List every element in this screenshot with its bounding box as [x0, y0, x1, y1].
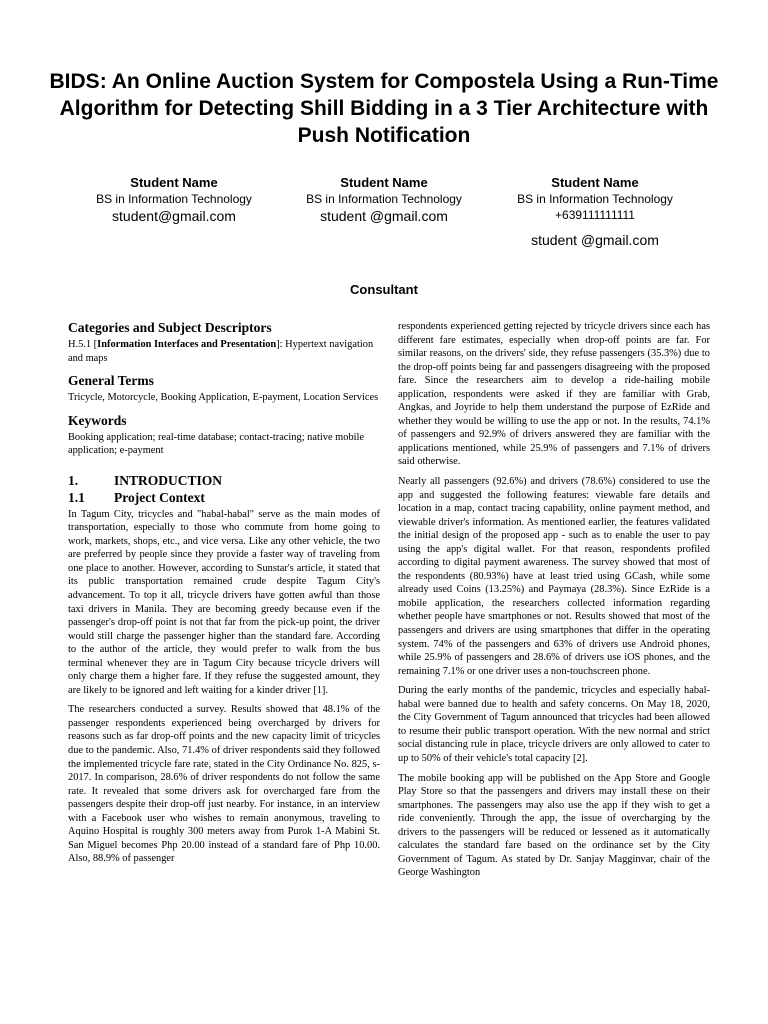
body-paragraph: respondents experienced getting rejected by tricycle drivers since each has different fare estimates, especially when drop-off points are far. For similar reasons, on the drivers' side, they refuse passengers (35.3%) due to the drop-off points being far and passengers disagreeing with the proposed fare. Since the researchers aim to develop a ride-hailing mobile application, respondents were asked if they are familiar with Grab, Angkas, and Joyride to help them understand the purpose of EzRide and whether they would be willing to use the app or not. In the results, 74.1% of passengers and 92.9% of drivers answered they are familiar with the applications mentioned, while 25.9% of passengers and 7.1% of drivers said otherwise.: [398, 321, 710, 468]
categories-heading: Categories and Subject Descriptors: [68, 320, 272, 335]
section-title: INTRODUCTION: [114, 472, 223, 488]
left-column: [68, 320, 380, 872]
general-terms-text: Tricycle, Motorcycle, Booking Application, E-payment, Location Services: [68, 392, 379, 404]
author-affiliation: BS in Information Technology: [96, 192, 252, 206]
section-heading-project-context: [68, 489, 380, 506]
author-block-2: [274, 174, 494, 225]
author-affiliation: BS in Information Technology: [517, 192, 673, 206]
section-number: 1.1: [68, 489, 85, 505]
right-column: [398, 320, 710, 886]
author-phone: +639111111111: [555, 208, 635, 222]
author-name: Student Name: [130, 175, 218, 190]
categories-rest: ]: Hypertext navigation and maps: [68, 339, 374, 364]
consultant-label: Consultant: [350, 282, 418, 297]
categories-code: H.5.1 [: [68, 339, 98, 350]
author-email: student @gmail.com: [531, 232, 659, 248]
categories-text: [68, 338, 380, 365]
author-email: student@gmail.com: [112, 208, 236, 224]
keywords-text: Booking application; real-time database; contact-tracing; native mobile application; e-payment: [68, 431, 365, 457]
categories-bold: Information Interfaces and Presentation: [97, 339, 277, 350]
paper-title: BIDS: An Online Auction System for Compostela Using a Run-Time Algorithm for Detecting Shill Bidding in a 3 Tier Architecture with Push Notification: [49, 70, 719, 147]
section-title: Project Context: [114, 489, 205, 505]
body-paragraph: In Tagum City, tricycles and "habal-habal" serve as the main modes of transportation, especially to those who commute from home going to work, markets, shops, etc., and vice versa. Like any other vehicle, the two are preferred by people since they provide a faster way of traveling from one place to another. However, according to Sunstar's article, it stated that its public transportation remained crude despite Tagum City's advancement. To top it all, tricycle drivers have gotten awful than those taxi drivers in Manila. They are becoming greedy because even if the passenger's drop-off point is not that far from the pick-up point, the driver would still charge the passenger higher than the standard fare. According to the author of the article, they would prefer to walk from the bus terminal whenever they are in Tagum City because tricycle drivers will only charge them a higher fare. If they refuse the suggested amount, they are likely to be ignored and left waiting for a kinder driver [1].: [68, 508, 380, 696]
author-affiliation: BS in Information Technology: [306, 192, 462, 206]
author-email: student @gmail.com: [320, 208, 448, 224]
section-number: 1.: [68, 472, 79, 488]
author-name: Student Name: [551, 175, 639, 190]
body-paragraph: The researchers conducted a survey. Results showed that 48.1% of the passenger respondents experienced being overcharged by drivers for reasons such as far drop-off points and the new capacity limit of tricycles due to the pandemic. Also, 71.4% of driver respondents said they followed the implemented tricycle fare rate, stated in the City Ordinance No. 825, s-2017. In comparison, 28.6% of driver respondents do not follow the same rate. It revealed that some drivers ask for overcharged fare from the passengers despite their drop-off just nearby. For instance, in an interview with a Facebook user who wishes to remain anonymous, traveling to Aquino Hospital is roughly 300 meters away from Purok 1-A Mabini St. San Miguel becomes Php 20.00 instead of a standard fare of Php 10.00. Also, 88.9% of passenger: [68, 704, 380, 865]
author-block-1: [64, 174, 284, 225]
author-block-3: [485, 174, 705, 249]
body-paragraph: The mobile booking app will be published on the App Store and Google Play Store so that the passengers and drivers may install these on their smartphones. The passengers may also use the app if they wish to get a ride conveniently. Through the app, the issue of overcharging by the drivers to the passengers will be reduced or lessened as it automatically calculates the standard fare based on the ordinance set by the City Government of Tagum. As stated by Dr. Sanjay Magginvar, chair of the George Washington: [398, 772, 710, 879]
section-heading-introduction: [68, 472, 380, 489]
general-terms-heading: General Terms: [68, 373, 154, 389]
body-paragraph: During the early months of the pandemic, tricycles and especially habal-habal were banned due to health and safety concerns. On May 18, 2020, the City Government of Tagum announced that tricycles had been allowed to resume their public transport operation. With the new normal and strict social distancing rule in place, tricycle drivers are only allowed to cater to up to 50% of their vehicle's total capacity [2].: [398, 685, 710, 764]
body-paragraph: Nearly all passengers (92.6%) and drivers (78.6%) considered to use the app and suggested the following features: viewable fare details and location in a map, contact tracing capability, online payment method, and viewable driver's information. As mentioned earlier, the features validated the initial design of the proposed app - such as to enable the user to pay using the app's digital wallet. For that reason, respondents profiled according to digital payment awareness. The survey showed that most of the respondents (80.93%) have at least tried using GCash, while some already used Coins (13.25%) and Paymaya (28.3%). Since EzRide is a mobile application, the researchers collected information regarding whether people have smartphones or not. Results showed that most of the passengers and drivers are using smartphones that differ in the operating system. 74% of the passengers and 63% of drivers use Android phones, while 25.9% of passengers and 28.6% of drivers use iOS phones, and the remaining 7.1% or one driver uses a non-touchscreen phone.: [398, 476, 710, 677]
author-name: Student Name: [340, 175, 428, 190]
keywords-heading: Keywords: [68, 412, 127, 428]
